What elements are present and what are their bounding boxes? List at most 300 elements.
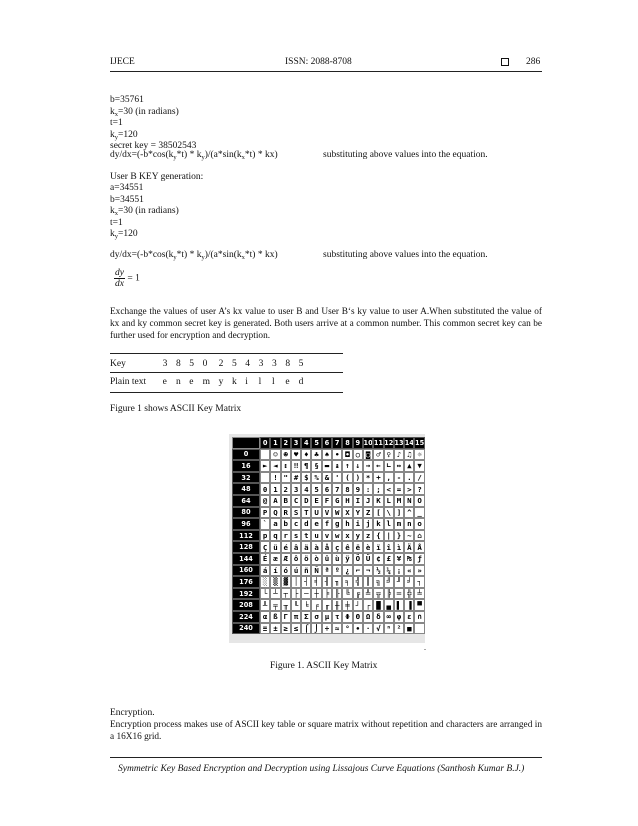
- equation-2-note: substituting above values into the equation.: [323, 250, 488, 260]
- table-row-label: Key: [110, 359, 126, 369]
- value-text: t=1: [110, 118, 123, 128]
- matrix-cell: ╕: [342, 576, 352, 588]
- matrix-cell: ¢: [373, 553, 383, 565]
- exchange-paragraph: Exchange the values of user A’s kx value to user B and User B‘s ky value to user A.When substituted the value of kx and ky common secret key is generated. Both users arrive at a common number. This common secret key can be further used for encryption and decryption.: [110, 307, 542, 341]
- value-text: k: [110, 206, 115, 216]
- matrix-cell: V: [322, 507, 332, 519]
- table-cell: 3: [271, 359, 277, 369]
- matrix-row-header: 128: [232, 541, 260, 553]
- matrix-cell: t: [301, 530, 311, 542]
- matrix-cell: ╣: [353, 576, 363, 588]
- matrix-cell: l: [384, 518, 394, 530]
- matrix-cell: ∙: [353, 623, 363, 635]
- matrix-cell: ┴: [270, 588, 280, 600]
- table-row: [110, 355, 308, 373]
- matrix-cell: ▄: [384, 599, 394, 611]
- matrix-cell: [414, 623, 424, 635]
- matrix-cell: ♂: [373, 449, 383, 461]
- matrix-cell: █: [373, 599, 383, 611]
- value-text: =30 (in radians): [118, 106, 179, 117]
- matrix-cell: _: [414, 507, 424, 519]
- matrix-cell: 4: [301, 483, 311, 495]
- matrix-row-header: 224: [232, 611, 260, 623]
- matrix-cell: h: [342, 518, 352, 530]
- equation-2: [110, 250, 278, 262]
- matrix-cell: :: [363, 483, 373, 495]
- matrix-cell: /: [414, 472, 424, 484]
- table-cell: 5: [231, 359, 237, 369]
- matrix-col-header: 12: [384, 438, 394, 447]
- table-cell: 3: [258, 359, 264, 369]
- matrix-row-header: 112: [232, 530, 260, 542]
- equation-1-note: substituting above values into the equation.: [323, 150, 488, 160]
- footer-rule: [110, 757, 542, 758]
- matrix-cell: T: [301, 507, 311, 519]
- matrix-cell: ╠: [384, 588, 394, 600]
- eq-text: dy/dx=(-b*cos(k: [110, 250, 174, 260]
- matrix-cell: !: [270, 472, 280, 484]
- matrix-cell: ö: [301, 553, 311, 565]
- value-subscript: y: [114, 133, 118, 141]
- value-subscript: x: [114, 110, 118, 118]
- matrix-col-header: 7: [332, 437, 342, 449]
- matrix-cell: W: [332, 507, 342, 519]
- matrix-cell: └: [260, 588, 270, 600]
- table-row-label: Plain text: [110, 377, 147, 387]
- matrix-cell: ú: [291, 565, 301, 577]
- matrix-cell: ╥: [281, 599, 291, 611]
- value-subscript: y: [114, 233, 118, 240]
- header-rule: [110, 71, 542, 72]
- checkbox-icon: [501, 58, 509, 66]
- matrix-cell: B: [281, 495, 291, 507]
- matrix-cell: P: [260, 507, 270, 519]
- value-line: [110, 95, 196, 107]
- matrix-cell: ç: [332, 541, 342, 553]
- matrix-cell: Γ: [281, 611, 291, 623]
- matrix-cell: n: [404, 518, 414, 530]
- matrix-cell: <: [384, 483, 394, 495]
- matrix-cell: ª: [322, 565, 332, 577]
- matrix-cell: ↨: [332, 460, 342, 472]
- matrix-cell: ╞: [322, 588, 332, 600]
- matrix-cell: ^: [404, 507, 414, 519]
- matrix-cell: ╤: [270, 599, 280, 611]
- matrix-cell: ≥: [281, 623, 291, 635]
- fraction-numerator: dy: [115, 268, 124, 278]
- matrix-cell: ╙: [291, 599, 301, 611]
- matrix-row-header: 176: [232, 576, 260, 588]
- eq-text: dy/dx=(-b*cos(k: [110, 150, 174, 160]
- matrix-cell: ↓: [353, 460, 363, 472]
- matrix-cell: ♫: [404, 449, 414, 461]
- matrix-cell: »: [414, 565, 424, 577]
- matrix-cell: ♠: [322, 449, 332, 461]
- matrix-cell: ░: [260, 576, 270, 588]
- matrix-cell: ╚: [342, 588, 352, 600]
- matrix-cell: ♪: [394, 449, 404, 461]
- matrix-cell: y: [353, 530, 363, 542]
- table-cell: 5: [189, 359, 195, 369]
- matrix-cell: £: [384, 553, 394, 565]
- matrix-cell: ╓: [322, 599, 332, 611]
- matrix-cell: ⌂: [414, 530, 424, 542]
- matrix-row-header: 208: [232, 599, 260, 611]
- matrix-row-header: 144: [232, 553, 260, 565]
- matrix-cell: ▀: [414, 599, 424, 611]
- matrix-cell: ►: [260, 460, 270, 472]
- matrix-cell: 3: [291, 483, 301, 495]
- matrix-cell: 2: [281, 483, 291, 495]
- value-line: [110, 107, 196, 119]
- matrix-cell: D: [301, 495, 311, 507]
- matrix-cell: K: [373, 495, 383, 507]
- matrix-cell: ƒ: [414, 553, 424, 565]
- table-cell: y: [218, 377, 224, 387]
- eq-subscript: y: [173, 154, 177, 161]
- matrix-cell: Y: [353, 507, 363, 519]
- figure-reference: Figure 1 shows ASCII Key Matrix: [110, 404, 242, 414]
- matrix-cell: í: [270, 565, 280, 577]
- matrix-cell: ↕: [281, 460, 291, 472]
- table-cell: 3: [162, 359, 168, 369]
- matrix-cell: }: [394, 530, 404, 542]
- matrix-cell: á: [260, 565, 270, 577]
- matrix-cell: X: [342, 507, 352, 519]
- matrix-cell: ○: [353, 449, 363, 461]
- matrix-cell: g: [332, 518, 342, 530]
- eq-subscript: y: [201, 254, 205, 261]
- matrix-cell: x: [342, 530, 352, 542]
- matrix-row-header: 192: [232, 588, 260, 600]
- eq-subscript: y: [173, 254, 177, 261]
- value-text: =120: [118, 129, 138, 140]
- matrix-cell: 8: [342, 483, 352, 495]
- matrix-cell: •: [332, 449, 342, 461]
- table-cell: 8: [175, 359, 181, 369]
- value-line: [110, 130, 196, 142]
- matrix-cell: U: [311, 507, 321, 519]
- matrix-cell: ε: [404, 611, 414, 623]
- matrix-cell: ]: [394, 507, 404, 519]
- matrix-cell: «: [404, 565, 414, 577]
- matrix-cell: [260, 449, 270, 461]
- matrix-row-header: 0: [232, 449, 260, 461]
- matrix-cell: a: [270, 518, 280, 530]
- matrix-cell: ▐: [404, 599, 414, 611]
- matrix-cell: Æ: [281, 553, 291, 565]
- matrix-cell: φ: [394, 611, 404, 623]
- matrix-cell: æ: [270, 553, 280, 565]
- value-line: [110, 183, 179, 195]
- encryption-heading: Encryption.: [110, 708, 155, 718]
- matrix-cell: ╪: [342, 599, 352, 611]
- value-text: a=34551: [110, 183, 144, 193]
- value-line: [110, 218, 179, 230]
- matrix-col-header: 8: [342, 437, 352, 449]
- matrix-col-header: 4: [301, 437, 311, 449]
- matrix-cell: ┌: [363, 599, 373, 611]
- table-bottom-rule: [110, 392, 343, 393]
- matrix-cell: à: [311, 541, 321, 553]
- matrix-cell: w: [332, 530, 342, 542]
- table-cell: e: [285, 377, 290, 387]
- matrix-cell: F: [322, 495, 332, 507]
- matrix-cell: ┬: [281, 588, 291, 600]
- matrix-cell: π: [291, 611, 301, 623]
- matrix-cell: r: [281, 530, 291, 542]
- matrix-cell: ¶: [301, 460, 311, 472]
- matrix-cell: ó: [281, 565, 291, 577]
- matrix-cell: =: [394, 483, 404, 495]
- matrix-cell: ╔: [353, 588, 363, 600]
- fraction-rhs: = 1: [127, 273, 140, 284]
- matrix-cell: R: [281, 507, 291, 519]
- matrix-col-header: 2: [281, 437, 291, 449]
- matrix-cell: Ñ: [311, 565, 321, 577]
- matrix-cell: Å: [414, 541, 424, 553]
- matrix-cell: 6: [322, 483, 332, 495]
- matrix-cell: s: [291, 530, 301, 542]
- matrix-cell: J: [363, 495, 373, 507]
- matrix-cell: º: [332, 565, 342, 577]
- matrix-cell: ┼: [311, 588, 321, 600]
- matrix-col-header: 1: [270, 437, 280, 449]
- matrix-col-header: 10: [363, 438, 373, 447]
- matrix-row-header: 240: [232, 623, 260, 635]
- eq-subscript: x: [241, 154, 245, 161]
- matrix-cell: v: [322, 530, 332, 542]
- figure-caption: Figure 1. ASCII Key Matrix: [270, 661, 378, 671]
- matrix-cell: ò: [311, 553, 321, 565]
- matrix-cell: Ä: [404, 541, 414, 553]
- key-table: [110, 355, 308, 391]
- matrix-cell: °: [342, 623, 352, 635]
- matrix-cell: [: [373, 507, 383, 519]
- table-cell: l: [258, 377, 262, 387]
- matrix-cell: ╒: [311, 599, 321, 611]
- matrix-cell: &: [322, 472, 332, 484]
- matrix-cell: .: [404, 472, 414, 484]
- matrix-cell: ‼: [291, 460, 301, 472]
- matrix-cell: ê: [342, 541, 352, 553]
- matrix-cell: ù: [332, 553, 342, 565]
- matrix-cell: ': [332, 472, 342, 484]
- matrix-cell: ⌠: [301, 623, 311, 635]
- matrix-cell: A: [270, 495, 280, 507]
- matrix-cell: ¡: [394, 565, 404, 577]
- matrix-cell: Ö: [353, 553, 363, 565]
- matrix-col-header: 5: [311, 437, 321, 449]
- eq-subscript: x: [241, 254, 245, 261]
- matrix-cell: Θ: [353, 611, 363, 623]
- matrix-cell: ½: [373, 565, 383, 577]
- matrix-cell: 0: [260, 483, 270, 495]
- matrix-row-header: 64: [232, 495, 260, 507]
- value-line: [110, 195, 179, 207]
- matrix-cell: G: [332, 495, 342, 507]
- matrix-cell: ╫: [332, 599, 342, 611]
- matrix-cell: ↔: [394, 460, 404, 472]
- matrix-cell: L: [384, 495, 394, 507]
- eq-text: )/(a*sin(k: [204, 150, 242, 160]
- matrix-row-header: 80: [232, 507, 260, 519]
- matrix-cell: ¥: [394, 553, 404, 565]
- matrix-cell: ß: [270, 611, 280, 623]
- matrix-cell: ┘: [353, 599, 363, 611]
- matrix-mark: .: [424, 643, 426, 652]
- matrix-cell: Ω: [363, 611, 373, 623]
- ascii-key-matrix: [229, 434, 425, 643]
- matrix-cell: (: [342, 472, 352, 484]
- matrix-cell: ⌐: [353, 565, 363, 577]
- matrix-cell: ╢: [322, 576, 332, 588]
- matrix-cell: Q: [270, 507, 280, 519]
- matrix-cell: ë: [353, 541, 363, 553]
- matrix-cell: ì: [394, 541, 404, 553]
- matrix-cell: →: [363, 460, 373, 472]
- matrix-col-header: 14: [404, 438, 414, 447]
- matrix-cell: σ: [311, 611, 321, 623]
- matrix-cell: e: [311, 518, 321, 530]
- matrix-cell: ╦: [373, 588, 383, 600]
- matrix-cell: 1: [270, 483, 280, 495]
- matrix-cell: ÷: [322, 623, 332, 635]
- matrix-cell: #: [291, 472, 301, 484]
- matrix-cell: {: [373, 530, 383, 542]
- matrix-col-header: 11: [373, 438, 384, 447]
- fraction-equation: [114, 268, 140, 289]
- matrix-col-header: 0: [260, 437, 270, 449]
- matrix-cell: Ç: [260, 541, 270, 553]
- matrix-cell: ▬: [322, 460, 332, 472]
- matrix-cell: ∞: [384, 611, 394, 623]
- table-cell: 8: [285, 359, 291, 369]
- matrix-cell: 9: [353, 483, 363, 495]
- table-cell: 2: [218, 359, 224, 369]
- matrix-cell: *: [363, 472, 373, 484]
- matrix-cell: ▓: [281, 576, 291, 588]
- matrix-cell: +: [373, 472, 383, 484]
- matrix-cell: ô: [291, 553, 301, 565]
- table-cell: i: [245, 377, 248, 387]
- matrix-cell: %: [311, 472, 321, 484]
- matrix-cell: ♥: [291, 449, 301, 461]
- matrix-cell: ;: [373, 483, 383, 495]
- matrix-row-header: 48: [232, 483, 260, 495]
- matrix-cell: z: [363, 530, 373, 542]
- matrix-cell: O: [414, 495, 424, 507]
- matrix-cell: ≤: [291, 623, 301, 635]
- matrix-col-header: 6: [322, 437, 332, 449]
- matrix-cell: ": [281, 472, 291, 484]
- matrix-cell: ♦: [301, 449, 311, 461]
- matrix-cell: î: [384, 541, 394, 553]
- matrix-cell: b: [281, 518, 291, 530]
- matrix-cell: É: [260, 553, 270, 565]
- value-text: k: [110, 129, 115, 140]
- matrix-cell: τ: [332, 611, 342, 623]
- journal-name: IJECE: [110, 57, 135, 67]
- matrix-cell: m: [394, 518, 404, 530]
- matrix-cell: ◙: [363, 449, 373, 461]
- matrix-cell: >: [404, 483, 414, 495]
- matrix-cell: α: [260, 611, 270, 623]
- matrix-cell: â: [291, 541, 301, 553]
- matrix-cell: M: [394, 495, 404, 507]
- value-text: b=35761: [110, 95, 144, 105]
- matrix-cell: S: [291, 507, 301, 519]
- matrix-cell: f: [322, 518, 332, 530]
- matrix-cell: ü: [270, 541, 280, 553]
- matrix-cell: │: [291, 576, 301, 588]
- matrix-cell: ¬: [363, 565, 373, 577]
- matrix-cell: ║: [363, 576, 373, 588]
- matrix-cell: ◘: [342, 449, 352, 461]
- matrix-cell: p: [260, 530, 270, 542]
- matrix-cell: N: [404, 495, 414, 507]
- matrix-cell: δ: [373, 611, 383, 623]
- user-b-title: User B KEY generation:: [110, 172, 204, 182]
- matrix-cell: ▲: [404, 460, 414, 472]
- matrix-cell: u: [311, 530, 321, 542]
- table-cell: e: [189, 377, 194, 387]
- eq-text: *t) * kx): [244, 250, 278, 260]
- matrix-cell: ±: [270, 623, 280, 635]
- page-number: 286: [526, 57, 541, 67]
- matrix-cell: å: [322, 541, 332, 553]
- issn: ISSN: 2088-8708: [285, 57, 352, 67]
- matrix-cell: Z: [363, 507, 373, 519]
- matrix-row-header: 96: [232, 518, 260, 530]
- user-b-values: [110, 183, 179, 241]
- matrix-cell: ╟: [332, 588, 342, 600]
- matrix-cell: ╘: [301, 599, 311, 611]
- matrix-cell: k: [373, 518, 383, 530]
- table-cell: e: [162, 377, 167, 387]
- eq-text: *t) * k: [176, 250, 202, 260]
- matrix-cell: ₧: [404, 553, 414, 565]
- matrix-col-header: 9: [353, 437, 363, 449]
- matrix-cell: ╡: [311, 576, 321, 588]
- value-text: k: [110, 106, 115, 117]
- matrix-cell: ☺: [270, 449, 280, 461]
- matrix-cell: ñ: [301, 565, 311, 577]
- matrix-cell: `: [260, 518, 270, 530]
- eq-text: )/(a*sin(k: [204, 250, 242, 260]
- matrix-cell: ◄: [270, 460, 280, 472]
- matrix-cell: ╛: [404, 576, 414, 588]
- matrix-cell: E: [311, 495, 321, 507]
- matrix-cell: ╬: [404, 588, 414, 600]
- matrix-cell: q: [270, 530, 280, 542]
- matrix-cell: $: [301, 472, 311, 484]
- value-text: secret key = 38502543: [110, 141, 197, 151]
- eq-subscript: y: [201, 154, 205, 161]
- matrix-cell: 7: [332, 483, 342, 495]
- matrix-cell: ╩: [363, 588, 373, 600]
- matrix-cell: d: [301, 518, 311, 530]
- value-text: t=1: [110, 217, 123, 228]
- matrix-cell: \: [384, 507, 394, 519]
- value-text: b=34551: [110, 194, 144, 205]
- matrix-cell: Ü: [363, 553, 373, 565]
- matrix-cell: ä: [301, 541, 311, 553]
- matrix-cell: ≈: [332, 623, 342, 635]
- user-a-values: [110, 95, 196, 153]
- table-row: [110, 373, 308, 391]
- matrix-cell: ←: [373, 460, 383, 472]
